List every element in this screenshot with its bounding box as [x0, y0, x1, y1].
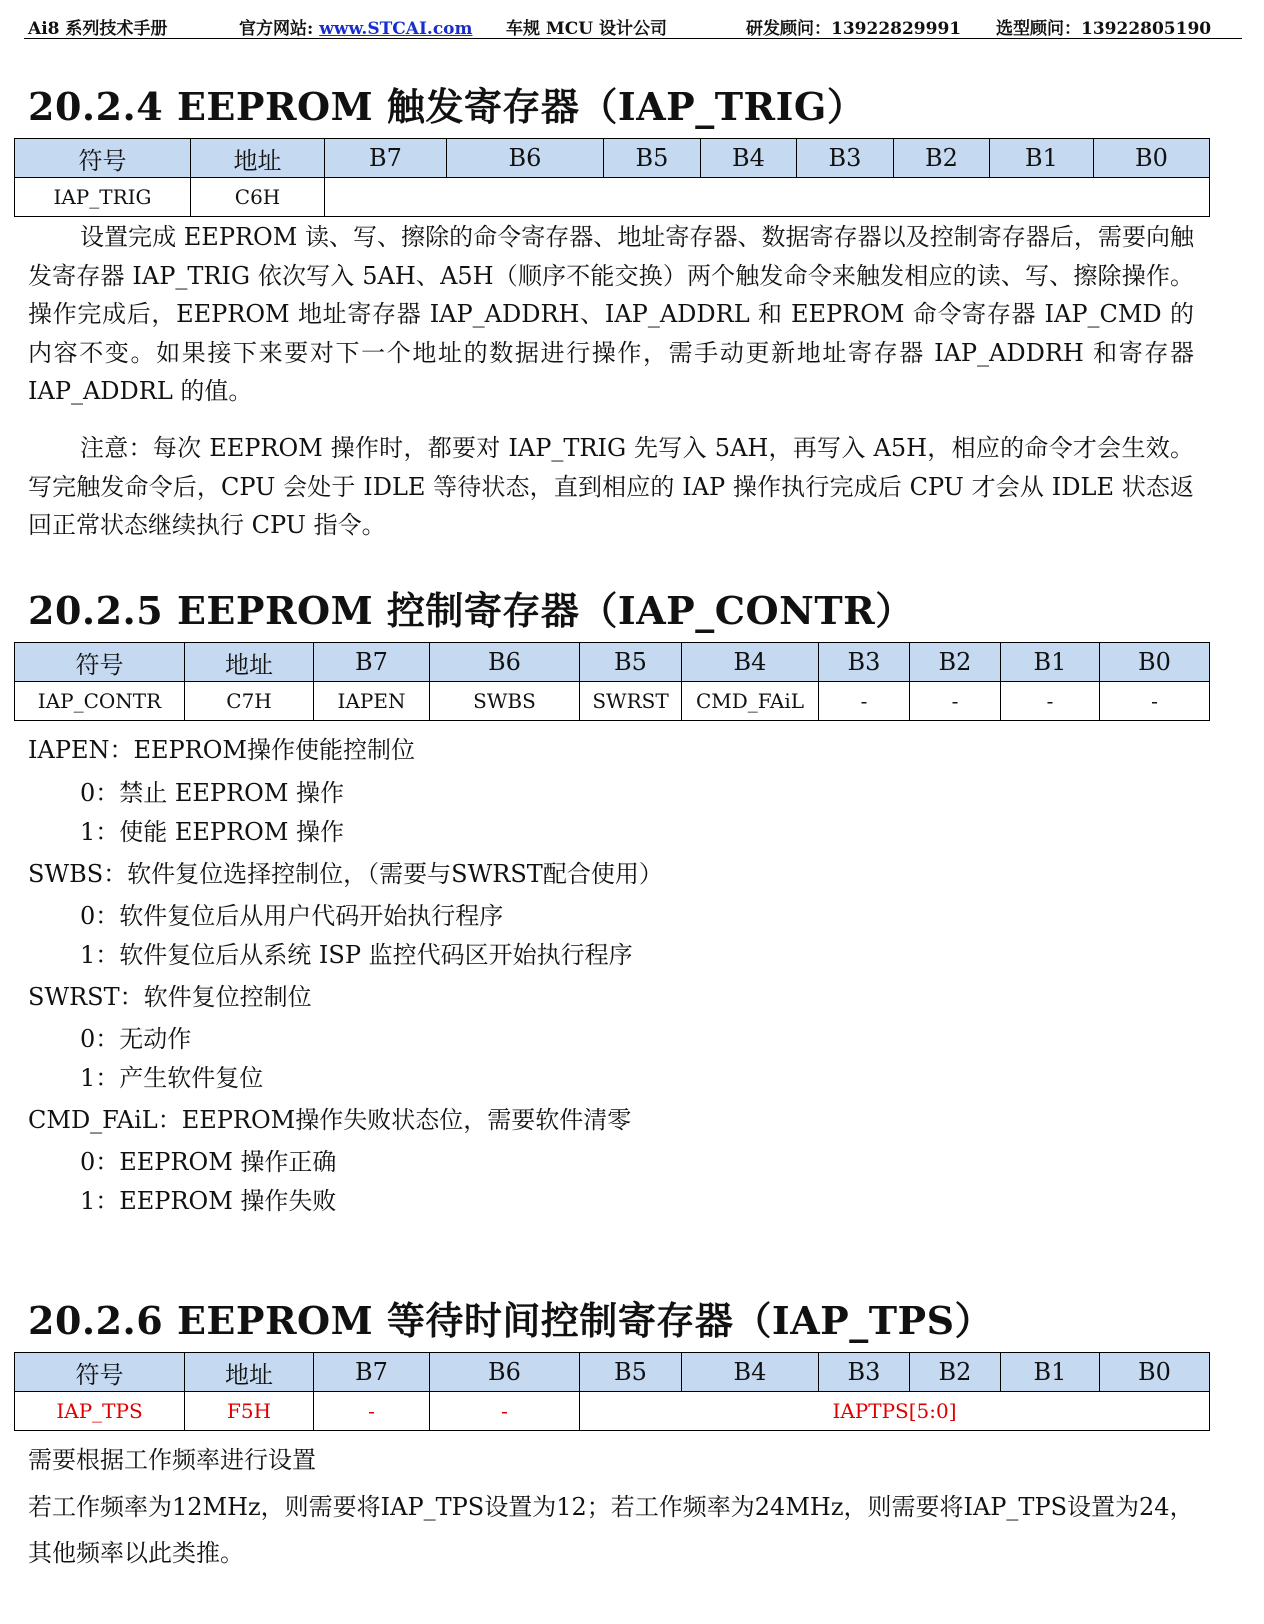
bit-cell: - — [314, 1392, 430, 1431]
field-value-desc: 0：软件复位后从用户代码开始执行程序 — [80, 902, 504, 930]
bit-cell: SWBS — [430, 682, 580, 721]
field-value-desc: 0：无动作 — [80, 1025, 192, 1053]
register-table-iap-contr — [14, 642, 1210, 721]
bit-cell: - — [430, 1392, 580, 1431]
site-link[interactable]: www.STCAI.com — [319, 19, 473, 39]
trig-paragraph-2: 注意：每次 EEPROM 操作时，都要对 IAP_TRIG 先写入 5AH，再写入 A5H，相应的命令才会生效。写完触发命令后，CPU 会处于 IDLE 等待状态，直到相应的 IAP 操作执行完成后 CPU 才会从 IDLE 状态返回正常状态继续执行 CPU 指令。 — [28, 434, 1194, 539]
company-tagline: 车规 MCU 设计公司 — [506, 19, 668, 39]
tps-note-1: 需要根据工作频率进行设置 — [28, 1446, 316, 1474]
header-cell: 符号 — [15, 1353, 185, 1392]
rd-contact: 研发顾问：13922829991 — [746, 19, 962, 39]
bit-cell: IAPEN — [314, 682, 430, 721]
page-header — [24, 12, 1242, 39]
field-desc-cmd-fail: CMD_FAiL：EEPROM操作失败状态位，需要软件清零 — [28, 1106, 632, 1134]
tps-note-3: 其他频率以此类推。 — [28, 1539, 244, 1567]
field-value-desc: 0：禁止 EEPROM 操作 — [80, 779, 345, 807]
bit-cell: CMD_FAiL — [682, 682, 819, 721]
header-cell: B3 — [819, 643, 910, 682]
header-cell: B1 — [1001, 643, 1100, 682]
header-cell: B4 — [682, 1353, 819, 1392]
field-value-desc: 1：EEPROM 操作失败 — [80, 1187, 337, 1215]
field-value-desc: 0：EEPROM 操作正确 — [80, 1148, 337, 1176]
symbol-cell: IAP_CONTR — [15, 682, 185, 721]
header-cell: B2 — [910, 1353, 1001, 1392]
header-cell: B3 — [819, 1353, 910, 1392]
table-row — [15, 682, 1210, 721]
header-cell: B6 — [447, 139, 604, 178]
address-cell: C6H — [191, 178, 325, 217]
field-value-desc: 1：产生软件复位 — [80, 1064, 264, 1092]
field-value-desc: 1：软件复位后从系统 ISP 监控代码区开始执行程序 — [80, 941, 633, 969]
table-row — [15, 1392, 1210, 1431]
header-cell: 地址 — [191, 139, 325, 178]
header-cell: B5 — [580, 1353, 682, 1392]
symbol-cell: IAP_TPS — [15, 1392, 185, 1431]
field-value-desc: 1：使能 EEPROM 操作 — [80, 818, 345, 846]
section-title-iap-tps: 20.2.6 EEPROM 等待时间控制寄存器（IAP_TPS） — [28, 1298, 994, 1343]
header-cell: 地址 — [185, 1353, 314, 1392]
section-title-iap-contr: 20.2.5 EEPROM 控制寄存器（IAP_CONTR） — [28, 588, 914, 633]
register-table-iap-trig — [14, 138, 1210, 217]
header-cell: 符号 — [15, 643, 185, 682]
bit-cell: - — [1100, 682, 1210, 721]
header-cell: B2 — [910, 643, 1001, 682]
header-cell: B0 — [1100, 643, 1210, 682]
table-header-row — [15, 139, 1210, 178]
table-header-row — [15, 643, 1210, 682]
header-cell: B1 — [990, 139, 1094, 178]
bit-cell: - — [910, 682, 1001, 721]
address-cell: C7H — [185, 682, 314, 721]
tps-note-2: 若工作频率为12MHz，则需要将IAP_TPS设置为12；若工作频率为24MHz，则需要将IAP_TPS设置为24， — [28, 1493, 1194, 1521]
bits-cell — [325, 178, 1210, 217]
header-cell: B5 — [580, 643, 682, 682]
bit-cell: - — [819, 682, 910, 721]
header-cell: 地址 — [185, 643, 314, 682]
iaptps-field-cell: IAPTPS[5:0] — [580, 1392, 1210, 1431]
section-title-iap-trig: 20.2.4 EEPROM 触发寄存器（IAP_TRIG） — [28, 84, 866, 129]
table-row — [15, 178, 1210, 217]
header-cell: B4 — [701, 139, 797, 178]
address-cell: F5H — [185, 1392, 314, 1431]
header-cell: B7 — [325, 139, 447, 178]
header-cell: B3 — [797, 139, 894, 178]
header-cell: B2 — [894, 139, 990, 178]
field-desc-swrst: SWRST：软件复位控制位 — [28, 983, 312, 1011]
manual-title: Ai8 系列技术手册 — [28, 19, 168, 39]
register-table-iap-tps — [14, 1352, 1210, 1431]
trig-paragraph-1: 设置完成 EEPROM 读、写、擦除的命令寄存器、地址寄存器、数据寄存器以及控制寄存器后，需要向触发寄存器 IAP_TRIG 依次写入 5AH、A5H（顺序不能交换）两个触发命令来触发相应的读、写、擦除操作。操作完成后，EEPROM 地址寄存器 IAP_ADDRH、IAP_ADDRL 和 EEPROM 命令寄存器 IAP_CMD 的内容不变。如果接下来要对下一个地址的数据进行操作，需手动更新地址寄存器 IAP_ADDRH 和寄存器 IAP_ADDRL 的值。 — [28, 223, 1194, 405]
field-desc-swbs: SWBS：软件复位选择控制位，（需要与SWRST配合使用） — [28, 860, 663, 888]
sel-contact: 选型顾问：13922805190 — [996, 19, 1212, 39]
bit-cell: - — [1001, 682, 1100, 721]
header-cell: B1 — [1001, 1353, 1100, 1392]
header-cell: B0 — [1094, 139, 1210, 178]
header-cell: B7 — [314, 1353, 430, 1392]
bit-cell: SWRST — [580, 682, 682, 721]
header-cell: B6 — [430, 1353, 580, 1392]
site-label: 官方网站: www.STCAI.com — [239, 19, 473, 39]
symbol-cell: IAP_TRIG — [15, 178, 191, 217]
header-cell: B6 — [430, 643, 580, 682]
table-header-row — [15, 1353, 1210, 1392]
header-cell: B0 — [1100, 1353, 1210, 1392]
header-cell: B7 — [314, 643, 430, 682]
header-cell: B4 — [682, 643, 819, 682]
field-desc-iapen: IAPEN：EEPROM操作使能控制位 — [28, 736, 415, 764]
header-cell: 符号 — [15, 139, 191, 178]
header-cell: B5 — [604, 139, 701, 178]
